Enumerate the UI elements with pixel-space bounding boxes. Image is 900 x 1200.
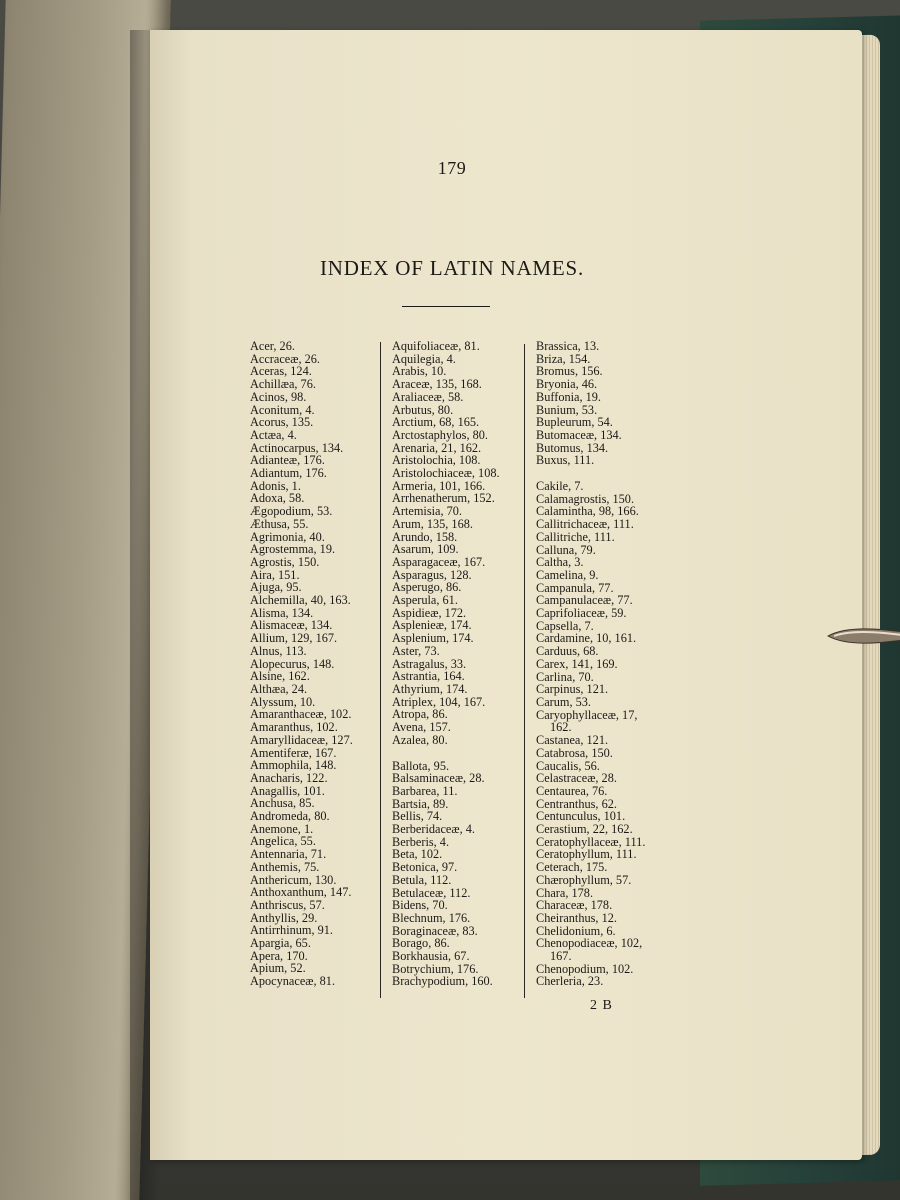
index-entry: Arrhenatherum, 152. — [392, 491, 495, 506]
page-title: INDEX OF LATIN NAMES. — [319, 256, 585, 280]
index-entry: Ajuga, 95. — [250, 580, 302, 595]
index-entry: Botrychium, 176. — [392, 961, 479, 976]
index-entry: Agrostemma, 19. — [250, 542, 336, 557]
index-entry: Arctostaphylos, 80. — [392, 427, 488, 442]
index-entry: Capsella, 7. — [536, 618, 594, 633]
index-entry: Actinocarpus, 134. — [250, 440, 344, 455]
index-entry: 162. — [550, 720, 572, 735]
page-number: 179 — [437, 158, 467, 178]
index-entry: Althæa, 24. — [250, 681, 308, 696]
index-entry: Cakile, 7. — [536, 479, 584, 494]
index-entry: Boraginaceæ, 83. — [392, 923, 478, 938]
index-entry: Butomus, 134. — [536, 440, 609, 455]
index-entry: Chærophyllum, 57. — [536, 872, 632, 887]
index-entry: Amentiferæ, 167. — [250, 745, 337, 760]
index-entry: Amaranthus, 102. — [250, 720, 338, 735]
index-entry: Arum, 135, 168. — [392, 516, 473, 531]
index-entry: Asplenium, 174. — [392, 631, 474, 646]
index-entry: Aristolochia, 108. — [392, 453, 481, 468]
index-entry: Campanulaceæ, 77. — [536, 593, 633, 608]
index-entry: Alyssum, 10. — [250, 694, 316, 709]
index-entry: Cerastium, 22, 162. — [536, 822, 633, 837]
index-entry: Alnus, 113. — [250, 643, 307, 658]
index-entry: Calamagrostis, 150. — [536, 491, 635, 506]
index-entry: Anchusa, 85. — [250, 796, 315, 811]
index-entry: Arabis, 10. — [392, 364, 447, 379]
index-entry: Apocynaceæ, 81. — [250, 974, 336, 989]
index-entry: Asplenieæ, 174. — [392, 618, 472, 633]
index-entry: Anthemis, 75. — [250, 859, 320, 874]
index-entry: Achillæa, 76. — [250, 377, 316, 392]
book-page — [150, 30, 862, 1160]
index-entry: Allium, 129, 167. — [250, 631, 338, 646]
index-entry: Chenopodium, 102. — [536, 961, 634, 976]
index-entry: Anthyllis, 29. — [250, 910, 318, 925]
index-entry: Anthoxanthum, 147. — [250, 885, 352, 900]
index-entry: Bupleurum, 54. — [536, 415, 613, 430]
column-divider — [380, 342, 381, 998]
index-entry: Bryonia, 46. — [536, 377, 598, 392]
index-entry: Aconitum, 4. — [250, 402, 315, 417]
index-entry: Cardamine, 10, 161. — [536, 631, 637, 646]
index-entry: Characeæ, 178. — [536, 898, 613, 913]
index-column-2 — [392, 340, 522, 988]
index-entry: Caucalis, 56. — [536, 758, 600, 773]
index-entry: Ægopodium, 53. — [250, 504, 333, 519]
index-entry: Betulaceæ, 112. — [392, 885, 471, 900]
index-entry: Avena, 157. — [392, 720, 451, 735]
index-entry: Catabrosa, 150. — [536, 745, 613, 760]
index-entry: Beta, 102. — [392, 847, 443, 862]
index-entry: Astrantia, 164. — [392, 669, 465, 684]
index-entry: Alchemilla, 40, 163. — [250, 593, 351, 608]
index-entry: Bromus, 156. — [536, 364, 603, 379]
index-entry: Centunculus, 101. — [536, 809, 626, 824]
index-entry: Bunium, 53. — [536, 402, 598, 417]
index-entry: Brachypodium, 160. — [392, 974, 493, 989]
index-entry: Carduus, 68. — [536, 644, 599, 659]
index-entry: Agrostis, 150. — [250, 554, 320, 569]
index-entry: 167. — [550, 949, 572, 964]
index-entry: Betonica, 97. — [392, 860, 458, 875]
index-entry: Bellis, 74. — [392, 809, 443, 824]
index-entry: Adonis, 1. — [250, 478, 301, 493]
index-entry: Araceæ, 135, 168. — [392, 377, 482, 392]
index-entry: Athyrium, 174. — [392, 681, 468, 696]
index-entry: Campanula, 77. — [536, 580, 614, 595]
index-entry: Anthriscus, 57. — [250, 897, 325, 912]
index-entry: Actæa, 4. — [250, 427, 297, 442]
index-entry: Adianteæ, 176. — [250, 453, 325, 468]
index-entry: Apera, 170. — [250, 948, 308, 963]
index-entry: Cheiranthus, 12. — [536, 910, 617, 925]
index-entry: Berberidaceæ, 4. — [392, 822, 475, 837]
index-entry: Anacharis, 122. — [250, 770, 328, 785]
index-entry: Acorus, 135. — [250, 415, 314, 430]
title-rule — [402, 306, 490, 307]
index-entry: Carex, 141, 169. — [536, 656, 618, 671]
index-entry: Asperula, 61. — [392, 593, 458, 608]
index-entry: Alisma, 134. — [250, 605, 314, 620]
signature-mark: 2 B — [590, 998, 613, 1013]
index-entry: Æthusa, 55. — [250, 516, 309, 531]
index-entry: Artemisia, 70. — [392, 504, 463, 519]
index-entry: Aristolochiaceæ, 108. — [392, 466, 500, 481]
index-entry: Ceterach, 175. — [536, 860, 608, 875]
index-entry: Chelidonium, 6. — [536, 923, 616, 938]
index-entry: Arenaria, 21, 162. — [392, 440, 482, 455]
index-entry: Carum, 53. — [536, 694, 591, 709]
index-entry: Araliaceæ, 58. — [392, 389, 464, 404]
index-entry: Azalea, 80. — [392, 732, 448, 747]
index-entry: Carpinus, 121. — [536, 682, 609, 697]
index-entry: Adoxa, 58. — [250, 491, 305, 506]
index-entry: Centaurea, 76. — [536, 783, 608, 798]
index-entry: Astragalus, 33. — [392, 656, 467, 671]
index-entry: Amaranthaceæ, 102. — [250, 707, 352, 722]
index-entry: Apium, 52. — [250, 961, 306, 976]
index-entry: Asparagaceæ, 167. — [392, 554, 486, 569]
index-entry: Caltha, 3. — [536, 555, 584, 570]
index-entry: Briza, 154. — [536, 351, 591, 366]
index-entry: Brassica, 13. — [536, 339, 600, 353]
bookmark-clip — [826, 616, 900, 654]
index-column-1 — [250, 340, 372, 988]
index-entry: Agrimonia, 40. — [250, 529, 325, 544]
index-entry: Centranthus, 62. — [536, 796, 617, 811]
index-entry: Ceratophyllaceæ, 111. — [536, 834, 646, 849]
index-entry: Buffonia, 19. — [536, 389, 602, 404]
index-entry: Chara, 178. — [536, 885, 594, 900]
index-entry: Betula, 112. — [392, 872, 452, 887]
index-entry: Apargia, 65. — [250, 936, 311, 951]
index-entry: Anthericum, 130. — [250, 872, 337, 887]
index-entry: Alopecurus, 148. — [250, 656, 335, 671]
index-entry: Angelica, 55. — [250, 834, 316, 849]
index-entry: Antirrhinum, 91. — [250, 923, 333, 938]
index-entry: Chenopodiaceæ, 102, — [536, 936, 643, 951]
index-entry: Ammophila, 148. — [250, 758, 337, 773]
index-entry: Borago, 86. — [392, 936, 450, 951]
column-divider — [524, 344, 525, 998]
index-entry: Amaryllidaceæ, 127. — [250, 732, 353, 747]
index-entry: Bartsia, 89. — [392, 796, 449, 811]
index-entry: Asperugo, 86. — [392, 580, 462, 595]
index-entry: Aquifoliaceæ, 81. — [392, 339, 480, 353]
index-entry: Cherleria, 23. — [536, 974, 604, 989]
index-entry: Asparagus, 128. — [392, 567, 472, 582]
index-entry: Ballota, 95. — [392, 758, 450, 773]
index-entry: Castanea, 121. — [536, 733, 609, 748]
index-entry: Buxus, 111. — [536, 453, 595, 468]
index-entry: Borkhausia, 67. — [392, 949, 470, 964]
index-entry: Blechnum, 176. — [392, 910, 471, 925]
index-entry: Ceratophyllum, 111. — [536, 847, 637, 862]
index-entry: Armeria, 101, 166. — [392, 478, 486, 493]
index-entry: Calamintha, 98, 166. — [536, 504, 639, 519]
index-entry: Aspidieæ, 172. — [392, 605, 467, 620]
index-entry: Bidens, 70. — [392, 898, 448, 913]
index-entry: Calluna, 79. — [536, 542, 596, 557]
index-entry: Butomaceæ, 134. — [536, 427, 622, 442]
index-entry: Berberis, 4. — [392, 834, 450, 849]
index-entry: Alsine, 162. — [250, 669, 310, 684]
index-entry: Arctium, 68, 165. — [392, 415, 480, 430]
index-entry: Aira, 151. — [250, 567, 300, 582]
index-entry: Adiantum, 176. — [250, 466, 327, 481]
index-entry: Antennaria, 71. — [250, 847, 327, 862]
index-entry: Acinos, 98. — [250, 389, 307, 404]
index-entry: Caprifoliaceæ, 59. — [536, 606, 627, 621]
index-entry: Barbarea, 11. — [392, 783, 458, 798]
index-entry: Carlina, 70. — [536, 669, 594, 684]
index-entry: Balsaminaceæ, 28. — [392, 771, 485, 786]
index-entry: Alismaceæ, 134. — [250, 618, 333, 633]
index-entry: Camelina, 9. — [536, 567, 599, 582]
index-entry: Aquilegia, 4. — [392, 351, 456, 366]
index-entry: Callitrichaceæ, 111. — [536, 517, 634, 532]
index-entry: Acer, 26. — [250, 339, 295, 353]
index-entry: Accraceæ, 26. — [250, 351, 320, 366]
index-entry: Arundo, 158. — [392, 529, 458, 544]
index-entry: Atropa, 86. — [392, 707, 448, 722]
index-entry: Callitriche, 111. — [536, 529, 615, 544]
index-entry: Caryophyllaceæ, 17, — [536, 707, 638, 722]
index-entry: Atriplex, 104, 167. — [392, 694, 486, 709]
index-entry: Aster, 73. — [392, 643, 440, 658]
index-entry: Aceras, 124. — [250, 364, 312, 379]
index-entry: Asarum, 109. — [392, 542, 459, 557]
index-entry: Andromeda, 80. — [250, 809, 330, 824]
index-entry: Arbutus, 80. — [392, 402, 454, 417]
index-column-3 — [536, 340, 661, 988]
index-entry: Anemone, 1. — [250, 821, 314, 836]
index-entry: Anagallis, 101. — [250, 783, 325, 798]
index-entry: Celastraceæ, 28. — [536, 771, 617, 786]
